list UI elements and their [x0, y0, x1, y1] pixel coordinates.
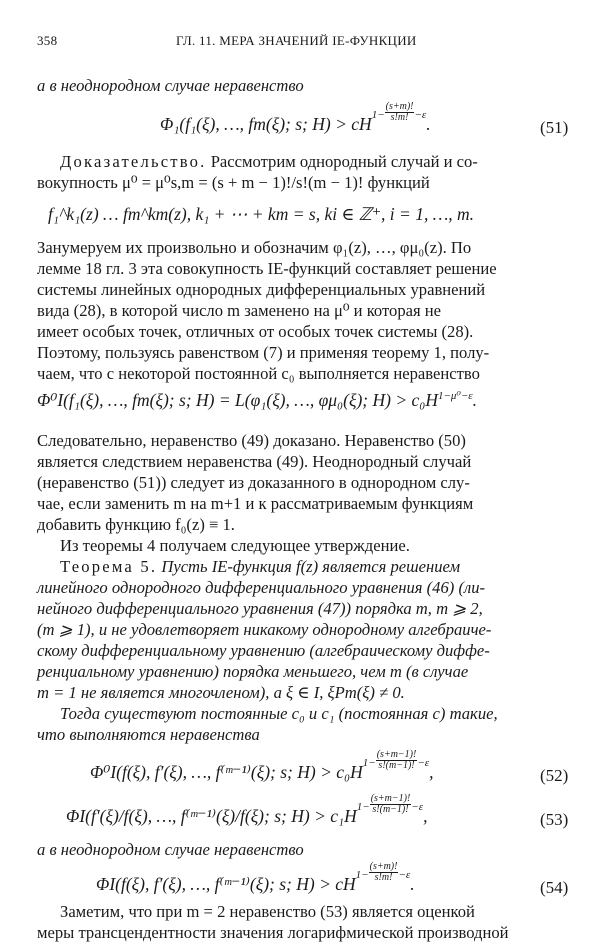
text-line: что выполняются неравенства — [37, 725, 260, 744]
text-line: (неравенство (51)) следует из доказанного в однородном слу- — [37, 473, 470, 492]
proof-heading: Доказательство. — [60, 152, 207, 171]
running-title: ГЛ. 11. МЕРА ЗНАЧЕНИЙ IE-ФУНКЦИИ — [176, 33, 417, 48]
text-line: вокупность μ⁰ = μ⁰s,m = (s + m − 1)!/s!(m − 1)! функций — [37, 173, 430, 192]
page-number: 358 — [37, 33, 58, 48]
text-line: а в неоднородном случае неравенство — [37, 840, 304, 859]
equation-53: ΦI(f′(ξ)/f(ξ), …, f⁽ᵐ⁻¹⁾(ξ)/f(ξ); s; $H) > c_1H^{1- \frac{(s+m-1)!}{s!(m-1)!} -\varepsilon}$, — [66, 793, 428, 826]
text-line: линейного однородного дифференциального уравнения (46) (ли- — [37, 578, 486, 597]
text-line: Тогда существуют постоянные c₀ и c₁ (постоянная c) такие, — [60, 704, 498, 723]
text-line: Следовательно, неравенство (49) доказано. Неравенство (50) — [37, 431, 466, 450]
text-line: скому дифференциальному уравнению (алгебраическому диффе- — [37, 641, 490, 660]
text-line: Рассмотрим однородный случай и со- — [210, 152, 478, 171]
text-line: чае, если заменить m на m+1 и к рассматриваемым функциям — [37, 494, 474, 513]
text-line: Пусть IE-функция f(z) является решением — [161, 557, 461, 576]
text-line: чаем, что с некоторой постоянной c₀ выполняется неравенство — [37, 364, 480, 383]
text-line: Заметим, что при m = 2 неравенство (53) является оценкой — [60, 902, 475, 921]
equation-phi0: Φ⁰I(f₁(ξ), …, fm(ξ); s; H) = L(φ₁(ξ), …, φμ₀(ξ); $H) > c_0H^{1-\mu^0-\varepsilon}$. — [37, 389, 477, 410]
text-line: добавить функцию f₀(z) ≡ 1. — [37, 515, 235, 534]
text-line: ренциальному уравнению) порядка меньшего, чем m (в случае — [37, 662, 469, 681]
equation-52: Φ⁰I(f(ξ), f′(ξ), …, f⁽ᵐ⁻¹⁾(ξ); s; $H) > c_0H^{1- \frac{(s+m-1)!}{s!(m-1)!} -\varepsilon}$, — [90, 749, 434, 782]
text-line: (m ⩾ 1), и не удовлетворяет никакому однородному алгебраиче- — [37, 620, 492, 639]
equation-number: (53) — [540, 810, 569, 829]
text-line: имеет особых точек, отличных от особых точек системы (28). — [37, 322, 474, 341]
text-line: лемме 18 гл. 3 эта совокупность IE-функций составляет решение — [37, 259, 497, 278]
text-line: Из теоремы 4 получаем следующее утверждение. — [60, 536, 410, 555]
theorem-heading: Теорема 5. — [60, 557, 158, 576]
equation-number: (54) — [540, 878, 569, 897]
text-line: Занумеруем их произвольно и обозначим φ₁(z), …, φμ₀(z). По — [37, 238, 472, 257]
text-line: системы линейных однородных дифференциальных уравнений — [37, 280, 486, 299]
text-line: меры трансцендентности значения логарифмической производной — [37, 923, 509, 942]
text-line: Поэтому, пользуясь равенством (7) и применяя теорему 1, полу- — [37, 343, 490, 362]
equation-51: Φ₁(f₁(ξ), …, fm(ξ); s; $H) > cH^{1- \frac{(s+m)!}{s!m!} -\varepsilon}$. — [160, 101, 431, 134]
equation-number: (51) — [540, 118, 569, 137]
equation-54: ΦI(f(ξ), f′(ξ), …, f⁽ᵐ⁻¹⁾(ξ); s; $H) > cH^{1- \frac{(s+m)!}{s!m!} -\varepsilon}$. — [96, 861, 415, 894]
text-line: нейного дифференциального уравнения (47)) порядка m, m ⩾ 2, — [37, 599, 483, 618]
text-line: вида (28), в которой число m заменено на μ⁰ и которая не — [37, 301, 442, 320]
text-line: m = 1 не является многочленом), а ξ ∈ I, ξPm(ξ) ≠ 0. — [37, 683, 405, 702]
equation-monomials: f₁^k₁(z) … fm^km(z), k₁ + ⋯ + km = s, ki ∈ ℤ⁺, i = 1, …, m. — [48, 204, 475, 224]
text-line: является следствием неравенства (49). Неоднородный случай — [37, 452, 472, 471]
equation-number: (52) — [540, 766, 569, 785]
text-line: а в неоднородном случае неравенство — [37, 76, 304, 95]
